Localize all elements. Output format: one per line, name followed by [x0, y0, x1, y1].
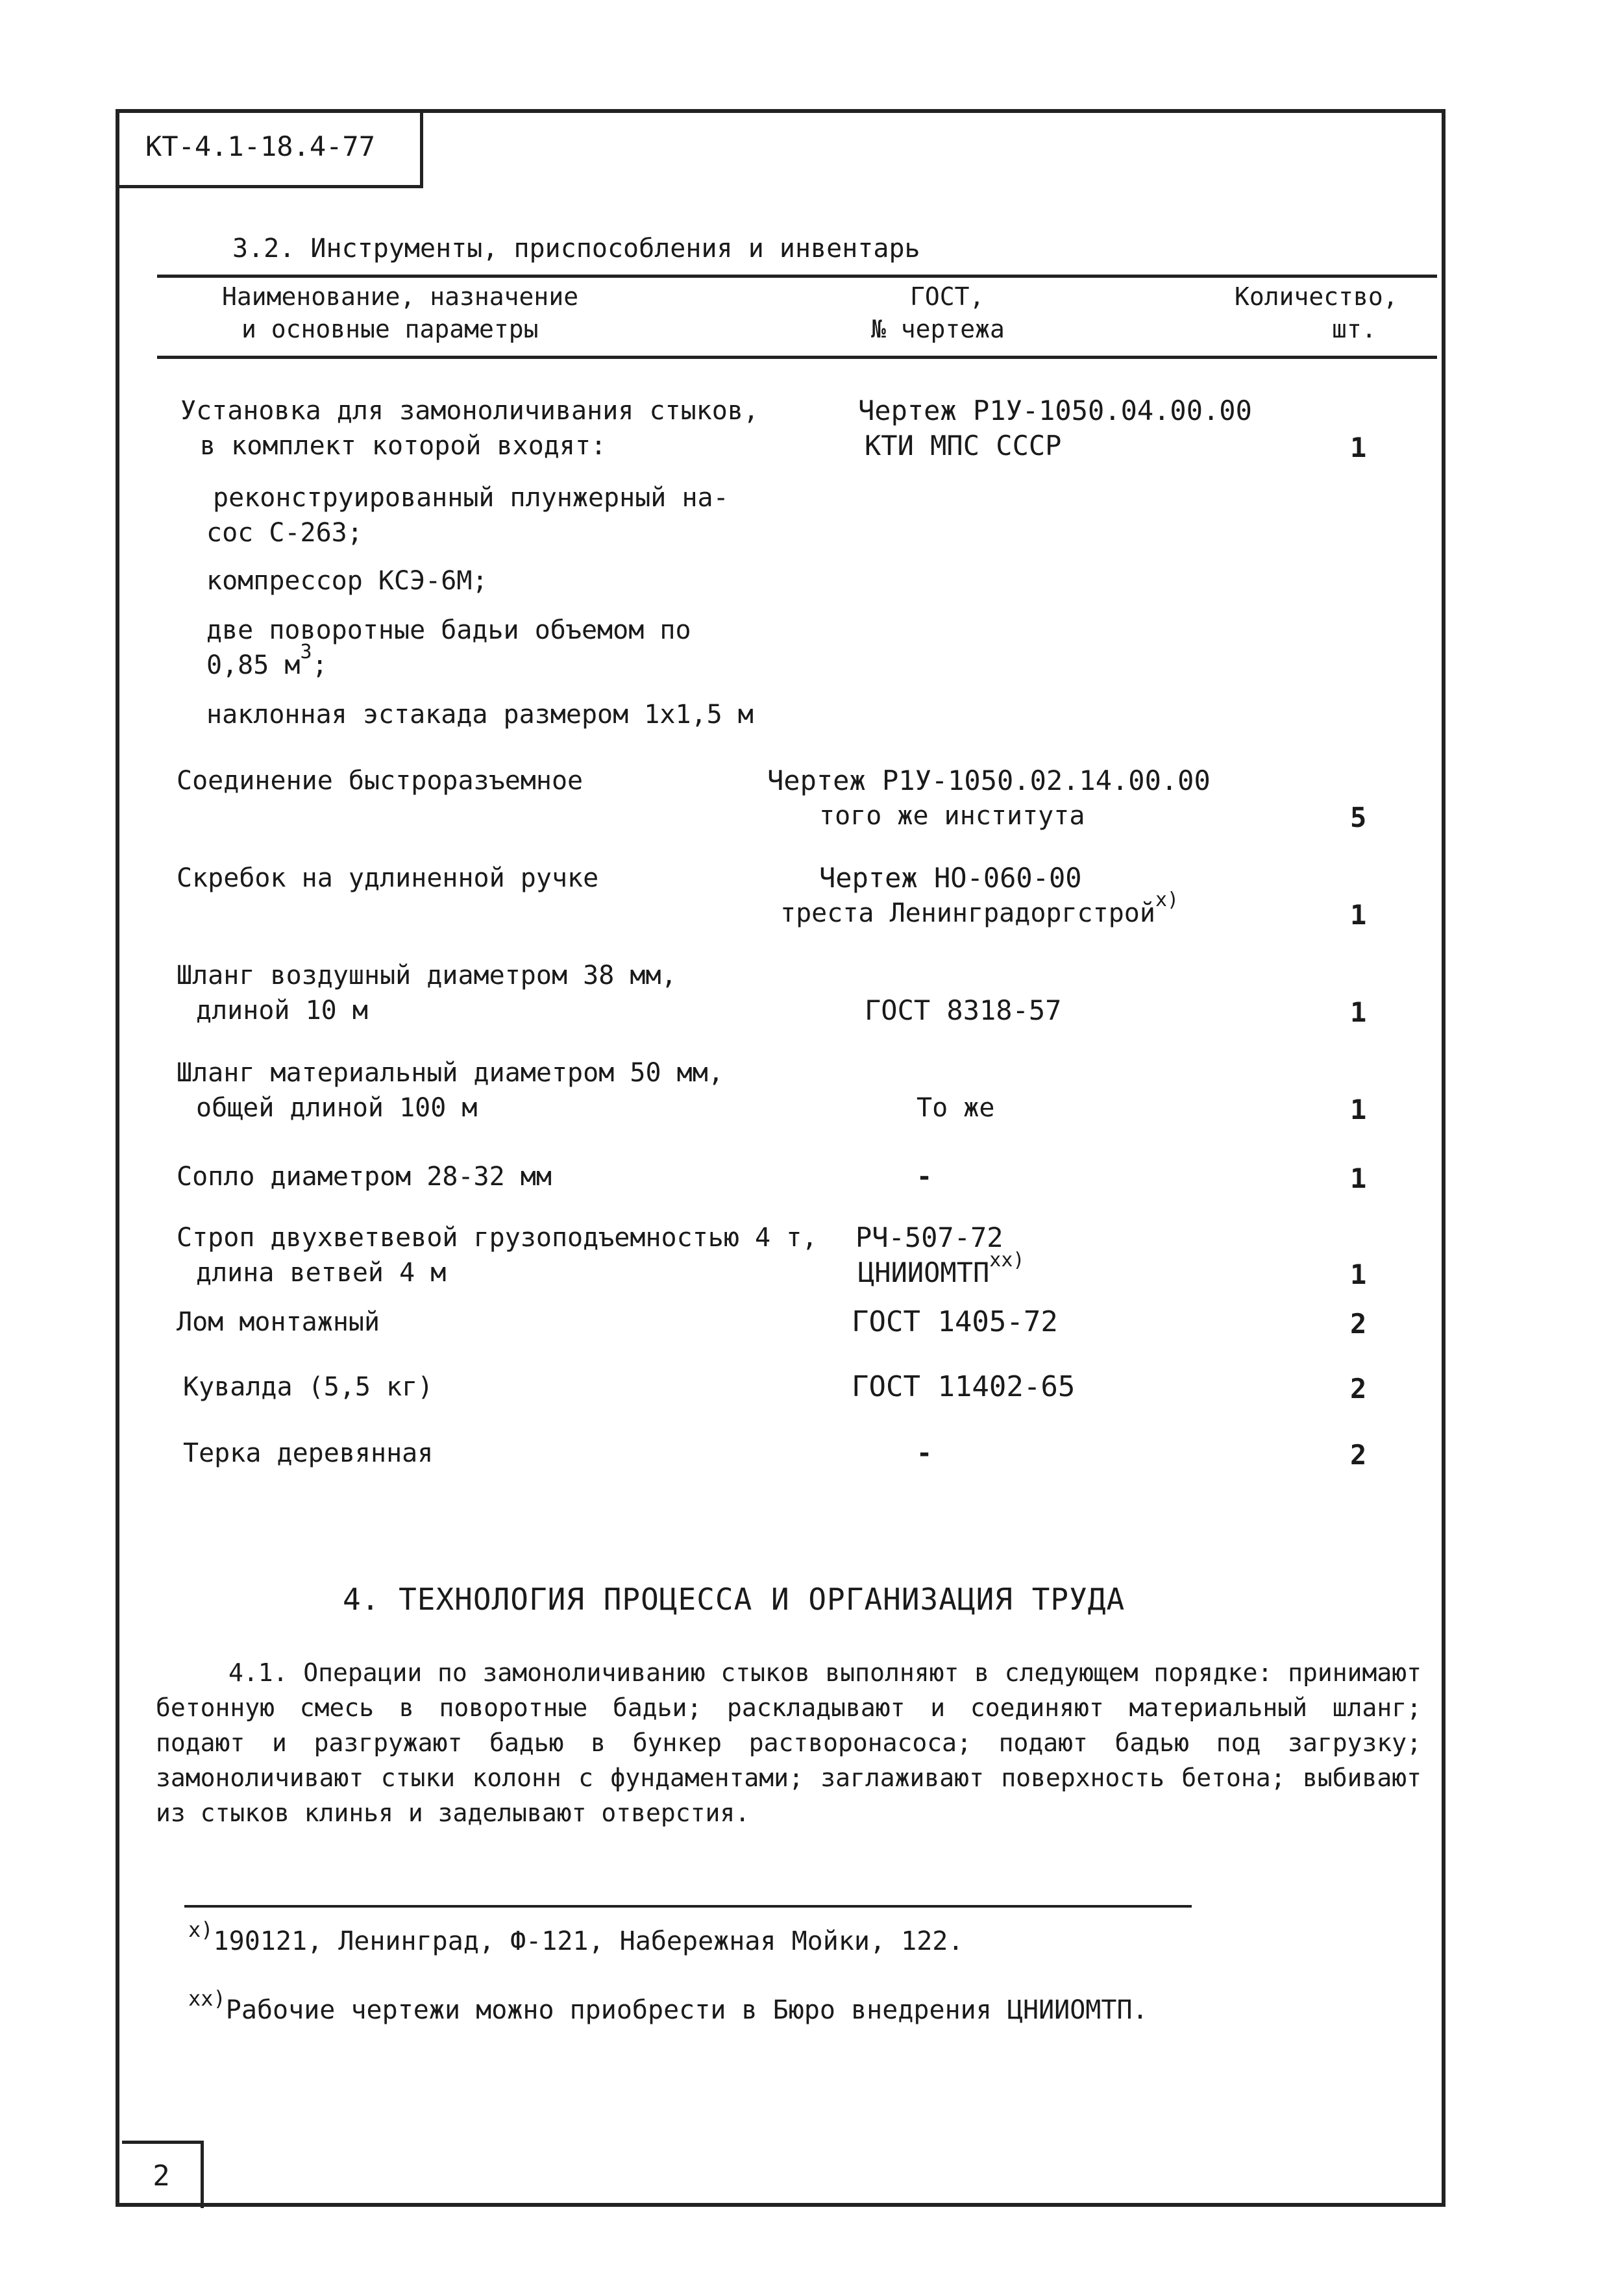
table-row-name: Терка деревянная: [183, 1438, 434, 1468]
volume-text: 0,85 м: [206, 650, 301, 680]
table-row-gost-with-mark: [858, 1249, 1025, 1294]
table-row-gost: ГОСТ 8318-57: [865, 994, 1062, 1026]
section-4-heading: 4. ТЕХНОЛОГИЯ ПРОЦЕССА И ОРГАНИЗАЦИЯ ТРУДА: [343, 1582, 1126, 1617]
footnote-mark: х): [1155, 889, 1179, 911]
table-row-name: Сопло диаметром 28-32 мм: [177, 1162, 552, 1192]
table-row-qty: 1: [1350, 1094, 1367, 1125]
table-row-name: реконструированный плунжерный на-: [213, 483, 729, 513]
page-number: 2: [153, 2159, 170, 2193]
section-title: 3.2. Инструменты, приспособления и инвентарь: [232, 234, 920, 264]
header-qty-line2: шт.: [1332, 315, 1377, 343]
table-row-name: сос С-263;: [206, 518, 363, 548]
table-row-qty: 5: [1350, 802, 1367, 833]
gost-text: треста Ленинградоргстрой: [780, 898, 1155, 928]
table-row-name: Соединение быстроразъемное: [177, 766, 584, 796]
table-header-rule: [157, 356, 1437, 359]
table-row-gost: КТИ МПС СССР: [865, 430, 1062, 461]
footnote-divider: [184, 1905, 1192, 1908]
footnote-2: [188, 1986, 1148, 2026]
table-row-name: наклонная эстакада размером 1х1,5 м: [206, 700, 754, 730]
document-code-text: КТ-4.1-18.4-77: [145, 130, 376, 163]
table-row-gost: То же: [917, 1093, 995, 1123]
table-row-gost: РЧ-507-72: [855, 1222, 1003, 1253]
table-row-gost-with-mark: [780, 889, 1179, 933]
table-row-name: компрессор КСЭ-6М;: [206, 566, 488, 596]
header-name-line2: и основные параметры: [241, 315, 539, 343]
table-row-name: Строп двухветвевой грузоподъемностью 4 т,: [177, 1223, 818, 1253]
table-row-name: длина ветвей 4 м: [196, 1258, 447, 1288]
table-row-name: Лом монтажный: [177, 1307, 380, 1337]
footnote-1-text: 190121, Ленинград, Ф-121, Набережная Мойки, 122.: [213, 1926, 964, 1956]
table-row-gost: -: [917, 1438, 933, 1468]
table-row-qty: 2: [1350, 1373, 1367, 1405]
footnote-1-mark: х): [188, 1917, 214, 1942]
table-row-gost: того же института: [819, 801, 1085, 831]
document-code: [116, 109, 423, 188]
table-row-qty: 1: [1350, 432, 1367, 463]
table-row-qty: 1: [1350, 1259, 1367, 1290]
table-row-gost: Чертеж НО-060-00: [819, 862, 1082, 894]
table-row-gost: Чертеж Р1У-1050.04.00.00: [858, 395, 1252, 426]
table-row-gost: Чертеж Р1У-1050.02.14.00.00: [767, 765, 1211, 796]
paragraph-4-1: 4.1. Операции по замоноличиванию стыков выполняют в следующем порядке: принимают бетонную смесь в поворотные бадьи; раскладывают и соединяют материальный шланг; подают и разгружают бадью в бункер растворонасоса; подают бадью под загрузку; замоноличивают стыки колонн с фундаментами; заглаживают поверхность бетона; выбивают из стыков клинья и заделывают отверстия.: [156, 1658, 1421, 1827]
table-row-qty: 2: [1350, 1439, 1367, 1471]
table-row-qty: 2: [1350, 1308, 1367, 1340]
table-row-gost: -: [917, 1162, 933, 1192]
page-number-box: [122, 2141, 204, 2208]
table-row-name: Шланг материальный диаметром 50 мм,: [177, 1058, 724, 1088]
table-row-name: длиной 10 м: [196, 996, 368, 1026]
header-qty-line1: Количество,: [1235, 282, 1398, 311]
table-row-gost: ГОСТ 1405-72: [852, 1305, 1058, 1338]
table-row-qty: 1: [1350, 996, 1367, 1028]
table-row-name: общей длиной 100 м: [196, 1093, 478, 1123]
table-row-name: Скребок на удлиненной ручке: [177, 863, 599, 893]
table-row-qty: 1: [1350, 899, 1367, 931]
table-row-name: Установка для замоноличивания стыков,: [180, 396, 759, 426]
footnote-mark: хх): [989, 1249, 1025, 1272]
table-top-rule: [157, 275, 1437, 278]
header-gost-line1: ГОСТ,: [910, 282, 985, 311]
volume-semicolon: ;: [312, 650, 328, 680]
table-row-name: Шланг воздушный диаметром 38 мм,: [177, 961, 677, 990]
table-row-qty: 1: [1350, 1162, 1367, 1194]
table-row-name-volume: [206, 641, 328, 685]
gost-text: ЦНИИОМТП: [858, 1257, 990, 1288]
footnote-1: [188, 1917, 964, 1958]
table-row-name: две поворотные бадьи объемом по: [206, 615, 691, 645]
header-name-line1: Наименование, назначение: [222, 282, 579, 311]
header-gost-line2: № чертежа: [871, 315, 1005, 343]
superscript-3: 3: [300, 641, 312, 663]
footnote-2-mark: хх): [188, 1986, 226, 2011]
table-row-name: Кувалда (5,5 кг): [183, 1372, 434, 1402]
table-row-gost: ГОСТ 11402-65: [852, 1370, 1076, 1403]
table-row-name: в комплект которой входят:: [200, 431, 607, 461]
footnote-2-text: Рабочие чертежи можно приобрести в Бюро внедрения ЦНИИОМТП.: [225, 1995, 1148, 2025]
